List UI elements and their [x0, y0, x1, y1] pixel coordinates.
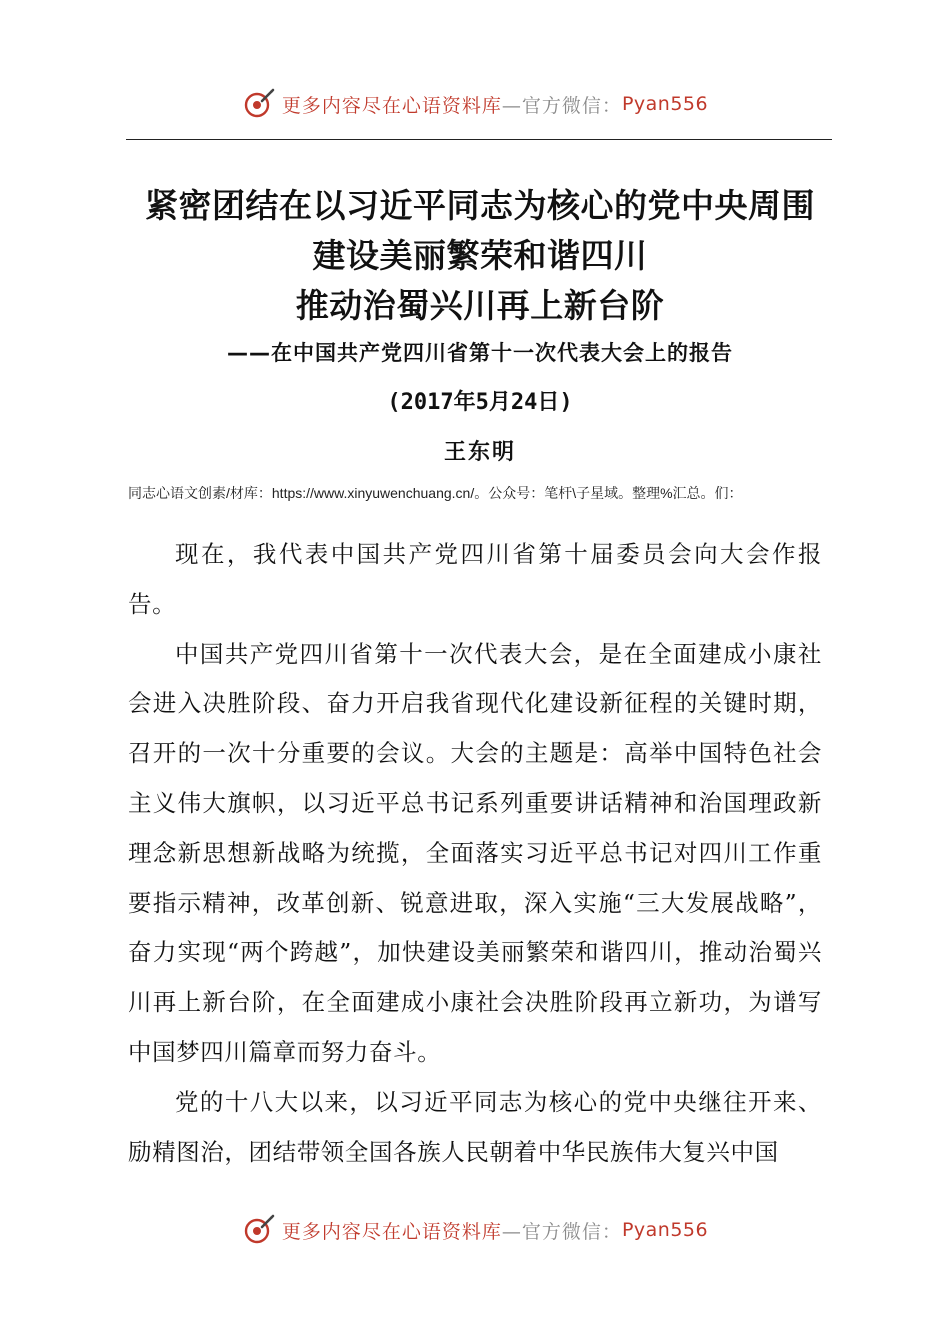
banner-main-text: 更多内容尽在心语资料库 [281, 1220, 502, 1243]
banner-wechat-id: Pyan556 [621, 93, 709, 115]
report-date: (2017年5月24日) [387, 390, 573, 415]
title-line-3: 推动治蜀兴川再上新台阶 [295, 286, 665, 325]
banner-sub-text: —官方微信： [501, 1220, 622, 1243]
author-name: 王东明 [443, 440, 516, 465]
report-body [128, 530, 822, 1177]
paragraph: 现在，我代表中国共产党四川省第十届委员会向大会作报告。 [128, 540, 822, 618]
source-note: 同志心语文创素/材库：https://www.xinyuwenchuang.cn/。公众号：笔杆\子星域。整理%汇总。们： [128, 485, 743, 501]
title-line-2: 建设美丽繁荣和谐四川 [312, 236, 648, 275]
banner-wechat-id: Pyan556 [621, 1219, 709, 1241]
brush-logo-icon [242, 1213, 276, 1247]
banner-sub-text: —官方微信： [501, 94, 622, 117]
subtitle: ——在中国共产党四川省第十一次代表大会上的报告 [227, 341, 733, 365]
paragraph: 中国共产党四川省第十一次代表大会，是在全面建成小康社会进入决胜阶段、奋力开启我省现代化建设新征程的关键时期，召开的一次十分重要的会议。大会的主题是：高举中国特色社会主义伟大旗帜，以习近平总书记系列重要讲话精神和治国理政新理念新思想新战略为统揽，全面落实习近平总书记对四川工作重要指示精神，改革创新、锐意进取，深入实施“三大发展战略”，奋力实现“两个跨越”，加快建设美丽繁荣和谐四川，推动治蜀兴川再上新台阶，在全面建成小康社会决胜阶段再立新功，为谱写中国梦四川篇章而努力奋斗。 [128, 639, 822, 1066]
banner-main-text: 更多内容尽在心语资料库 [281, 94, 502, 117]
brush-logo-icon [242, 87, 276, 121]
title-line-1: 紧密团结在以习近平同志为核心的党中央周围 [145, 186, 815, 225]
header-divider [126, 139, 832, 140]
footer-banner [0, 1212, 950, 1248]
paragraph: 党的十八大以来，以习近平同志为核心的党中央继往开来、励精图治，团结带领全国各族人民朝着中华民族伟大复兴中国 [128, 1087, 822, 1166]
header-banner [0, 86, 950, 122]
